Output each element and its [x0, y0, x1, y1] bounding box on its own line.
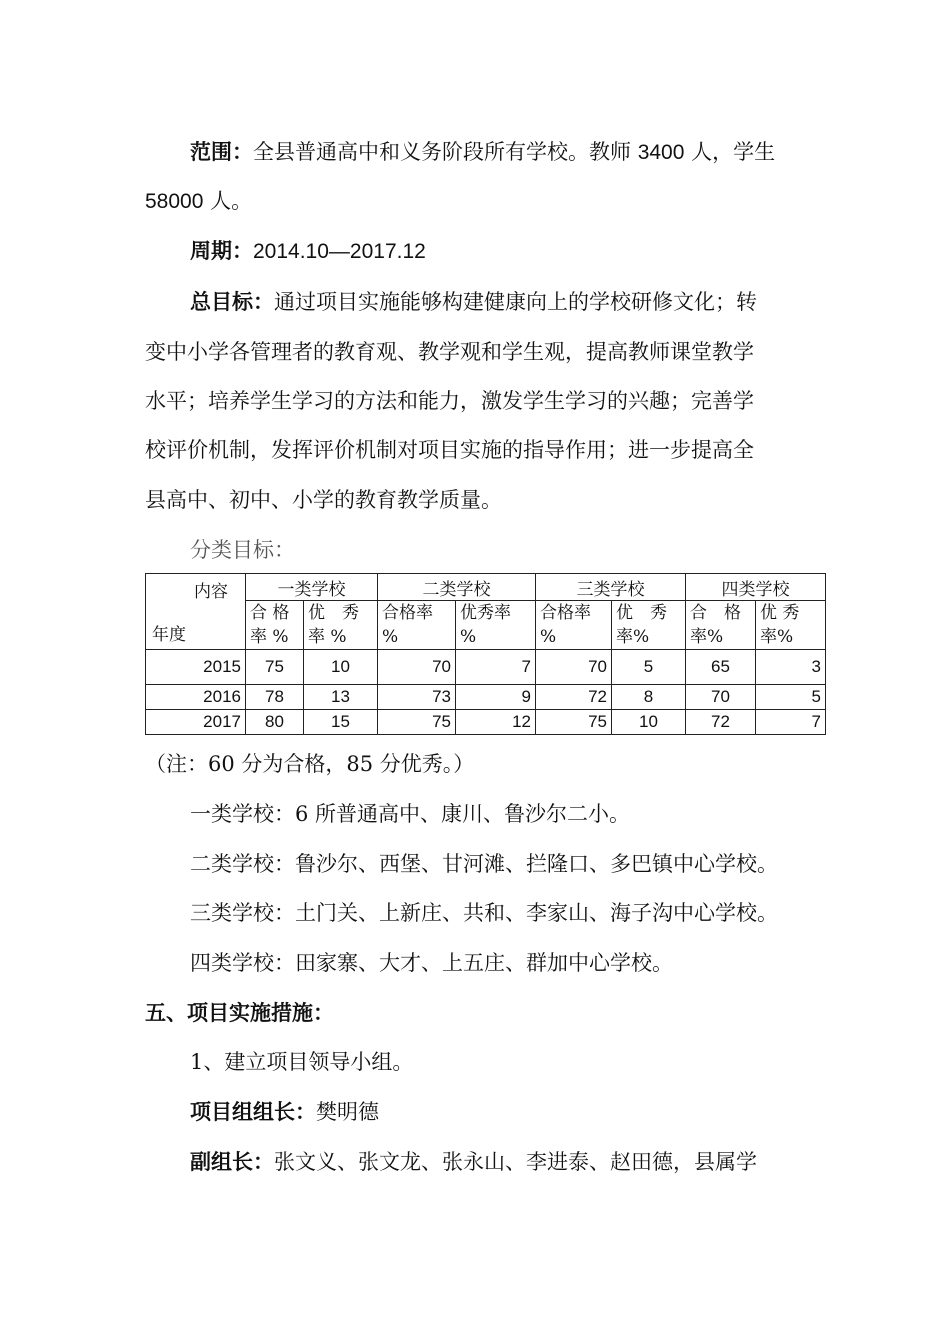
- year-cell: 2015: [146, 650, 246, 685]
- value-cell: 13: [304, 685, 378, 710]
- value-cell: 70: [536, 650, 612, 685]
- value-cell: 15: [304, 710, 378, 735]
- sub-header: 合 格 率%: [686, 601, 756, 650]
- value-cell: 80: [246, 710, 304, 735]
- corner-year-label: 年度: [152, 624, 186, 645]
- value-cell: 75: [246, 650, 304, 685]
- value-cell: 70: [378, 650, 456, 685]
- corner-content-label: 内容: [194, 581, 228, 602]
- scope-text-c: 人。: [203, 189, 253, 213]
- value-cell: 10: [612, 710, 686, 735]
- period-line: [190, 236, 426, 267]
- value-cell: 5: [612, 650, 686, 685]
- overall-goal-text-1: 通过项目实施能够构建健康向上的学校研修文化；转: [274, 290, 757, 314]
- deputy-text: 张文义、张文龙、张永山、李进泰、赵田德，县属学: [274, 1150, 757, 1174]
- overall-goal-line-2: 变中小学各管理者的教育观、教学观和学生观，提高教师课堂教学: [145, 340, 754, 364]
- group-header-1: 一类学校: [246, 574, 378, 601]
- group-header-3: 三类学校: [536, 574, 686, 601]
- value-cell: 8: [612, 685, 686, 710]
- value-cell: 78: [246, 685, 304, 710]
- group-header-4: 四类学校: [686, 574, 826, 601]
- value-cell: 70: [686, 685, 756, 710]
- table-row: [146, 650, 826, 685]
- sub-header: 优 秀 率%: [612, 601, 686, 650]
- scope-text-a: 全县普通高中和义务阶段所有学校。教师: [253, 140, 638, 164]
- sub-header: 优 秀 率 %: [304, 601, 378, 650]
- value-cell: 7: [756, 710, 826, 735]
- value-cell: 65: [686, 650, 756, 685]
- table-note: （注：60 分为合格，85 分优秀。）: [145, 752, 475, 776]
- step-1: 1、建立项目领导小组。: [190, 1050, 414, 1074]
- school-class-4: 四类学校：田家寨、大才、上五庄、群加中心学校。: [190, 951, 673, 975]
- overall-goal-line-1: [190, 287, 757, 317]
- value-cell: 12: [456, 710, 536, 735]
- sub-header: 合 格 率 %: [246, 601, 304, 650]
- value-cell: 10: [304, 650, 378, 685]
- scope-text-b: 人，学生: [684, 140, 776, 164]
- value-cell: 72: [686, 710, 756, 735]
- overall-goal-line-3: 水平；培养学生学习的方法和能力，激发学生学习的兴趣；完善学: [145, 389, 754, 413]
- school-class-1: 一类学校：6 所普通高中、康川、鲁沙尔二小。: [190, 802, 631, 826]
- table-row: [146, 710, 826, 735]
- leader-label: 项目组组长：: [190, 1099, 316, 1124]
- year-cell: 2016: [146, 685, 246, 710]
- year-cell: 2017: [146, 710, 246, 735]
- deputy-line: [190, 1147, 757, 1177]
- value-cell: 75: [378, 710, 456, 735]
- overall-goal-line-5: 县高中、初中、小学的教育教学质量。: [145, 488, 502, 512]
- sub-header: 合格率 %: [536, 601, 612, 650]
- category-goals-label: 分类目标：: [190, 538, 295, 562]
- period-label: 周期：: [190, 238, 253, 263]
- scope-paragraph-cont: [145, 186, 252, 217]
- table-corner-cell: [146, 574, 246, 650]
- deputy-label: 副组长：: [190, 1149, 274, 1174]
- school-class-2: 二类学校：鲁沙尔、西堡、甘河滩、拦隆口、多巴镇中心学校。: [190, 852, 778, 876]
- value-cell: 72: [536, 685, 612, 710]
- value-cell: 75: [536, 710, 612, 735]
- table-row: [146, 685, 826, 710]
- value-cell: 3: [756, 650, 826, 685]
- overall-goal-line-4: 校评价机制，发挥评价机制对项目实施的指导作用；进一步提高全: [145, 438, 754, 462]
- value-cell: 73: [378, 685, 456, 710]
- leader-line: [190, 1097, 379, 1127]
- scope-paragraph: [190, 137, 775, 168]
- teacher-count: 3400: [637, 141, 685, 164]
- sub-header: 优秀率 %: [456, 601, 536, 650]
- overall-goal-label: 总目标：: [190, 289, 274, 314]
- sub-header: 优 秀 率%: [756, 601, 826, 650]
- category-goals-table: [145, 573, 826, 735]
- sub-header: 合格率 %: [378, 601, 456, 650]
- section-5-heading: 五、项目实施措施：: [145, 1000, 334, 1025]
- value-cell: 7: [456, 650, 536, 685]
- group-header-2: 二类学校: [378, 574, 536, 601]
- leader-name: 樊明德: [316, 1100, 379, 1124]
- scope-label: 范围：: [190, 139, 253, 164]
- value-cell: 5: [756, 685, 826, 710]
- period-value: 2014.10—2017.12: [253, 240, 426, 263]
- value-cell: 9: [456, 685, 536, 710]
- student-count: 58000: [145, 190, 204, 213]
- school-class-3: 三类学校：土门关、上新庄、共和、李家山、海子沟中心学校。: [190, 901, 778, 925]
